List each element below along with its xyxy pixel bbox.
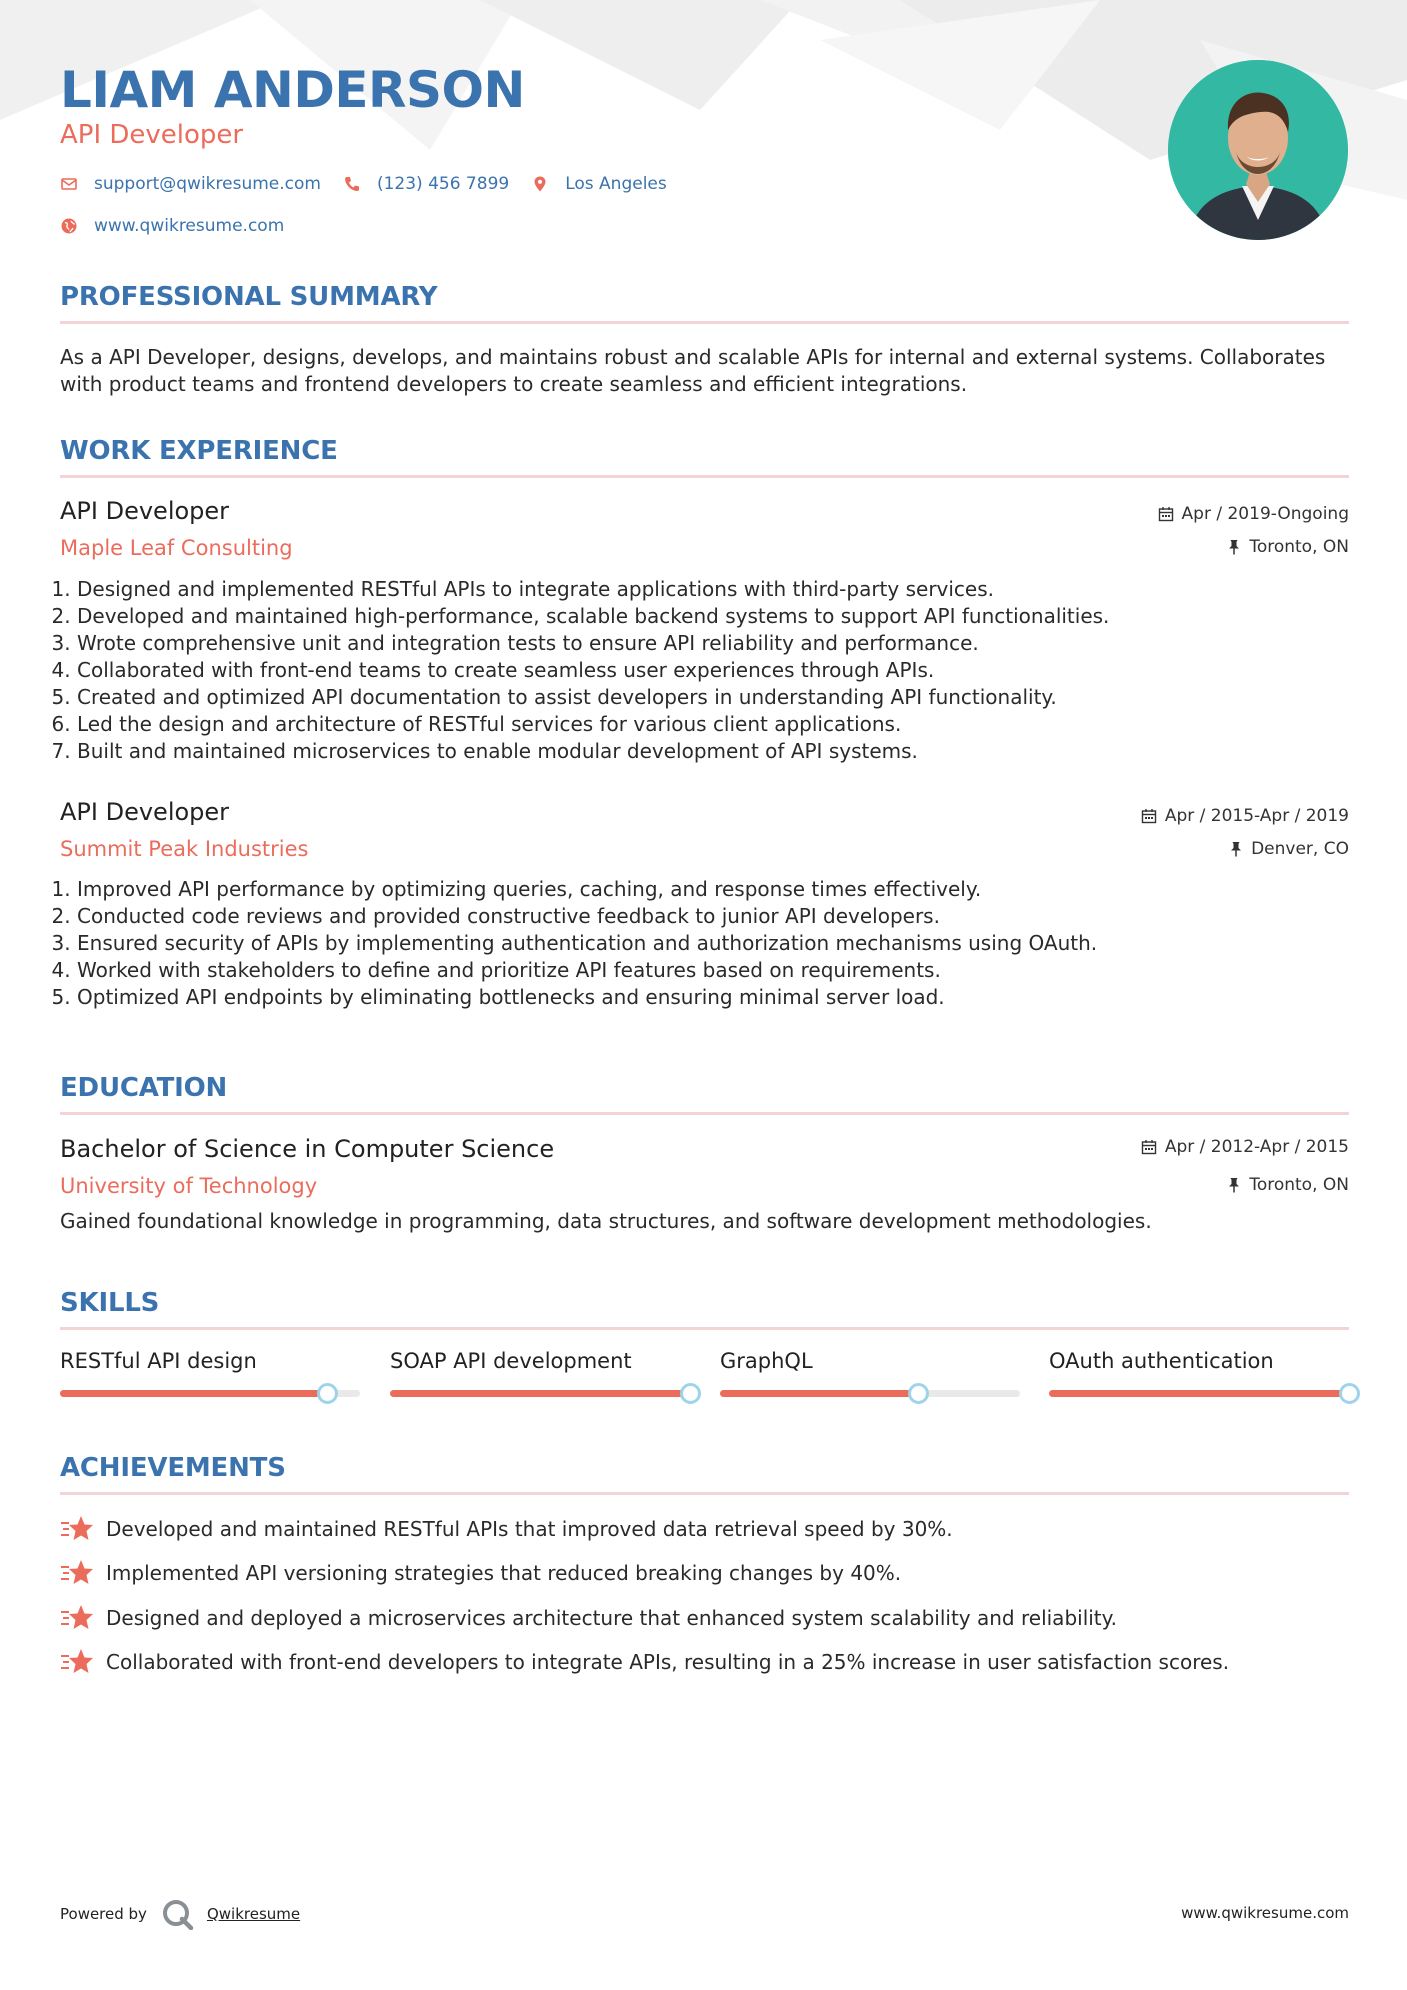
contact-location [531,174,667,194]
resume-page [60,0,1349,1990]
education-dates [1141,1135,1349,1159]
pushpin-icon [1229,841,1243,857]
summary-divider [60,321,1349,324]
achievement-text: Developed and maintained RESTful APIs that improved data retrieval speed by 30%. [106,1516,953,1541]
footer-powered-by [60,1898,300,1930]
job-location [1227,535,1349,559]
job-title: API Developer [60,497,230,525]
contact-row [60,171,689,197]
skill-name: OAuth authentication [1049,1349,1274,1373]
job-company: Summit Peak Industries [60,837,309,861]
education-dates-text: Apr / 2012-Apr / 2015 [1164,1137,1349,1157]
achievement-item [60,1647,1229,1677]
achievement-item [60,1514,953,1544]
skill-level-knob [908,1383,929,1404]
skill-bar-fill [60,1390,327,1397]
star-badge-icon [60,1558,94,1588]
website-text[interactable]: www.qwikresume.com [94,216,285,236]
email-text[interactable]: support@qwikresume.com [94,174,321,194]
location-text: Los Angeles [565,174,667,194]
job-dates [1141,804,1349,828]
achievement-item [60,1603,1117,1633]
list-item: 2. Conducted code reviews and provided constructive feedback to junior API developers. [77,903,1347,930]
achievement-item [60,1558,901,1588]
school-name: University of Technology [60,1174,318,1198]
achievement-text: Implemented API versioning strategies that reduced breaking changes by 40%. [106,1560,902,1585]
map-pin-icon [531,175,549,193]
calendar-icon [1141,808,1157,824]
phone-icon [343,175,361,193]
calendar-icon [1158,506,1174,522]
pushpin-icon [1227,539,1241,555]
skill-bar [720,1390,1020,1397]
list-item: 5. Optimized API endpoints by eliminating bottlenecks and ensuring minimal server load. [77,984,1347,1011]
achievements-divider [60,1492,1349,1495]
star-badge-icon [60,1647,94,1677]
skill-bar-fill [1049,1390,1349,1397]
phone-text[interactable]: (123) 456 7899 [376,174,510,194]
summary-heading: PROFESSIONAL SUMMARY [60,282,438,312]
job-location-text: Denver, CO [1251,839,1349,859]
powered-by-text: Powered by [60,1905,147,1923]
list-item: 3. Wrote comprehensive unit and integration tests to ensure API reliability and performance. [77,630,1347,657]
list-item: 1. Improved API performance by optimizing queries, caching, and response times effectively. [77,876,1347,903]
education-description: Gained foundational knowledge in programming, data structures, and software development methodologies. [60,1209,1152,1233]
contact-email[interactable] [60,174,321,194]
education-location [1227,1173,1349,1197]
achievement-text: Designed and deployed a microservices architecture that enhanced system scalability and reliability. [106,1605,1117,1630]
footer-url[interactable]: www.qwikresume.com [1181,1904,1349,1922]
skill-bar [60,1390,360,1397]
candidate-title: API Developer [60,120,244,150]
experience-divider [60,475,1349,478]
skill-level-knob [1339,1383,1360,1404]
skills-divider [60,1327,1349,1330]
education-divider [60,1112,1349,1115]
skill-level-knob [680,1383,701,1404]
skill-name: SOAP API development [390,1349,632,1373]
skill-bar-fill [720,1390,918,1397]
list-item: 4. Collaborated with front-end teams to create seamless user experiences through APIs. [77,657,1347,684]
job-title: API Developer [60,798,230,826]
list-item: 3. Ensured security of APIs by implementing authentication and authorization mechanisms using OAuth. [77,930,1347,957]
job-dates-text: Apr / 2015-Apr / 2019 [1164,806,1349,826]
job-dates [1158,502,1349,526]
skills-heading: SKILLS [60,1288,160,1318]
globe-icon [60,217,78,235]
education-heading: EDUCATION [60,1073,228,1103]
skill-name: RESTful API design [60,1349,257,1373]
contact-phone[interactable] [343,174,509,194]
achievements-heading: ACHIEVEMENTS [60,1453,286,1483]
skill-level-knob [317,1383,338,1404]
envelope-icon [60,175,78,193]
skill-bar [1049,1390,1349,1397]
star-badge-icon [60,1514,94,1544]
skill-name: GraphQL [720,1349,813,1373]
achievement-text: Collaborated with front-end developers to integrate APIs, resulting in a 25% increase in user satisfaction scores. [106,1649,1230,1674]
job-dates-text: Apr / 2019-Ongoing [1181,504,1349,524]
profile-photo [1168,60,1348,240]
qwikresume-link[interactable]: Qwikresume [206,1905,301,1923]
job-location [1229,837,1349,861]
star-badge-icon [60,1603,94,1633]
job-bullets [60,876,1347,1011]
job-bullets [60,576,1347,765]
pushpin-icon [1227,1177,1241,1193]
list-item: 2. Developed and maintained high-performance, scalable backend systems to support API functionalities. [77,603,1347,630]
education-location-text: Toronto, ON [1249,1175,1349,1195]
list-item: 1. Designed and implemented RESTful APIs to integrate applications with third-party services. [77,576,1347,603]
contact-row-website [60,213,306,239]
candidate-name: LIAM ANDERSON [60,61,525,119]
skill-bar [390,1390,690,1397]
list-item: 5. Created and optimized API documentation to assist developers in understanding API functionality. [77,684,1347,711]
job-company: Maple Leaf Consulting [60,536,293,560]
contact-website[interactable] [60,216,284,236]
degree-title: Bachelor of Science in Computer Science [60,1135,555,1163]
qwikresume-logo-icon [161,1898,195,1930]
list-item: 7. Built and maintained microservices to enable modular development of API systems. [77,738,1347,765]
list-item: 6. Led the design and architecture of RESTful services for various client applications. [77,711,1347,738]
calendar-icon [1141,1139,1157,1155]
experience-heading: WORK EXPERIENCE [60,436,338,466]
job-location-text: Toronto, ON [1249,537,1349,557]
summary-text: As a API Developer, designs, develops, and maintains robust and scalable APIs for internal and external systems. Collaborates with product teams and frontend developers to create seamless and efficient integrations. [60,345,1326,396]
list-item: 4. Worked with stakeholders to define and prioritize API features based on requirements. [77,957,1347,984]
skill-bar-fill [390,1390,690,1397]
